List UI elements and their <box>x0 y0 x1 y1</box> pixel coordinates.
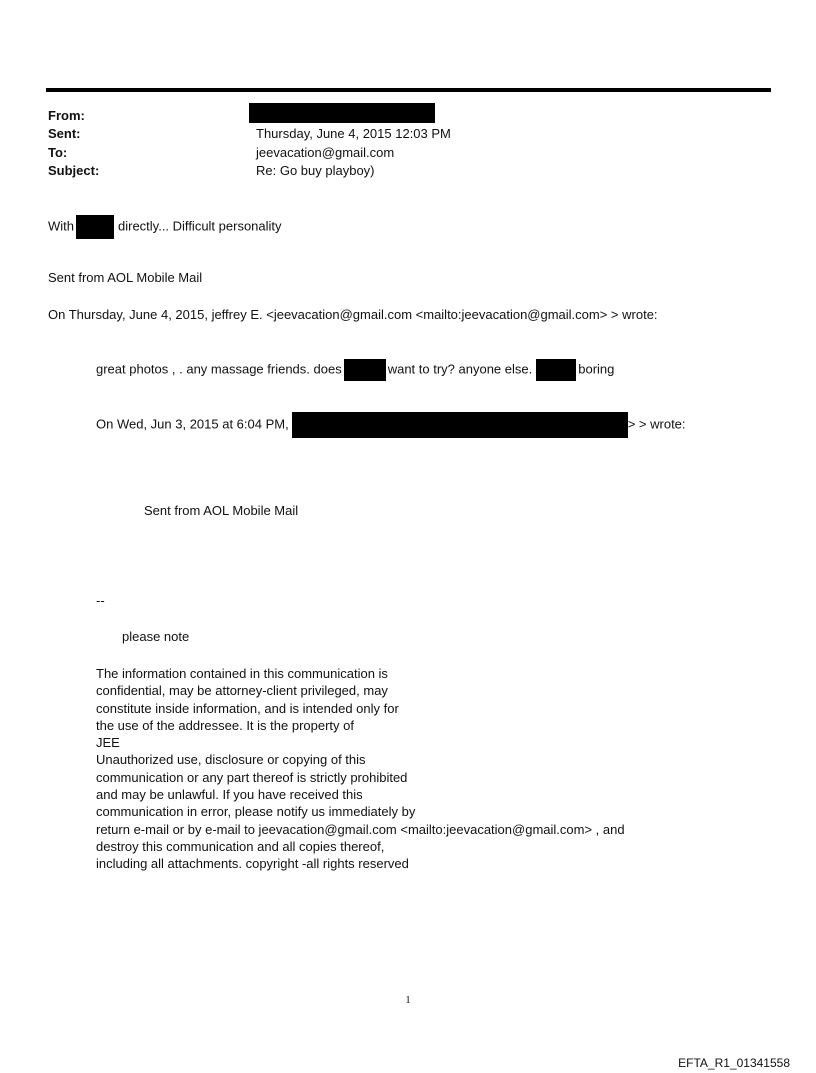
disclaimer-line: the use of the addressee. It is the property of <box>96 717 354 733</box>
sent-from-signature: Sent from AOL Mobile Mail <box>48 270 203 285</box>
separator: -- <box>96 593 105 608</box>
sent-value: Thursday, June 4, 2015 12:03 PM <box>256 126 451 141</box>
disclaimer-line: The information contained in this communication is <box>96 666 388 681</box>
quoted-message <box>96 359 614 381</box>
disclaimer <box>96 665 625 873</box>
redaction-block <box>344 359 386 381</box>
disclaimer-line: Unauthorized use, disclosure or copying of this <box>96 752 366 768</box>
quoted-message-part-3: boring <box>578 361 615 377</box>
disclaimer-line: communication in error, please notify us immediately by <box>96 804 416 820</box>
to-value: jeevacation@gmail.com <box>256 145 395 160</box>
sent-from-signature-2: Sent from AOL Mobile Mail <box>144 503 299 518</box>
please-note: please note <box>122 629 190 644</box>
reply-intro-start: On Wed, Jun 3, 2015 at 6:04 PM, <box>96 416 289 432</box>
from-redaction <box>249 103 435 123</box>
body-line-1 <box>48 215 282 239</box>
subject-value: Re: Go buy playboy) <box>256 163 375 178</box>
disclaimer-line: constitute inside information, and is intended only for <box>96 700 399 716</box>
quoted-message-part-2: want to try? anyone else. <box>387 361 533 377</box>
disclaimer-line: destroy this communication and all copies thereof, <box>96 838 385 854</box>
disclaimer-line: including all attachments. copyright -all rights reserved <box>96 856 409 872</box>
body-line-1-end: directly... Difficult personality <box>118 218 282 234</box>
document-id: EFTA_R1_01341558 <box>678 1056 790 1070</box>
disclaimer-line: return e-mail or by e-mail to jeevacation@gmail.com <mailto:jeevacation@gmail.com> , and <box>96 821 625 837</box>
from-label: From: <box>48 108 85 123</box>
reply-intro-end: > > wrote: <box>627 416 686 432</box>
header-rule <box>46 88 771 92</box>
page-number: 1 <box>405 994 411 1006</box>
sent-label: Sent: <box>48 126 81 141</box>
to-label: To: <box>48 145 68 160</box>
reply-intro <box>96 412 686 438</box>
redaction-block <box>536 359 576 381</box>
subject-label: Subject: <box>48 163 100 178</box>
redaction-block <box>76 215 114 239</box>
disclaimer-line: communication or any part thereof is strictly prohibited <box>96 769 408 785</box>
disclaimer-line: confidential, may be attorney-client privileged, may <box>96 683 388 699</box>
disclaimer-line: and may be unlawful. If you have received this <box>96 787 363 803</box>
disclaimer-line: JEE <box>96 735 120 751</box>
quoted-message-part-1: great photos , . any massage friends. does <box>96 361 342 377</box>
redaction-block <box>292 412 628 438</box>
quote-intro: On Thursday, June 4, 2015, jeffrey E. <jeevacation@gmail.com <mailto:jeevacation@gmail.com> > wrote: <box>48 307 658 322</box>
body-line-1-start: With <box>48 218 74 234</box>
